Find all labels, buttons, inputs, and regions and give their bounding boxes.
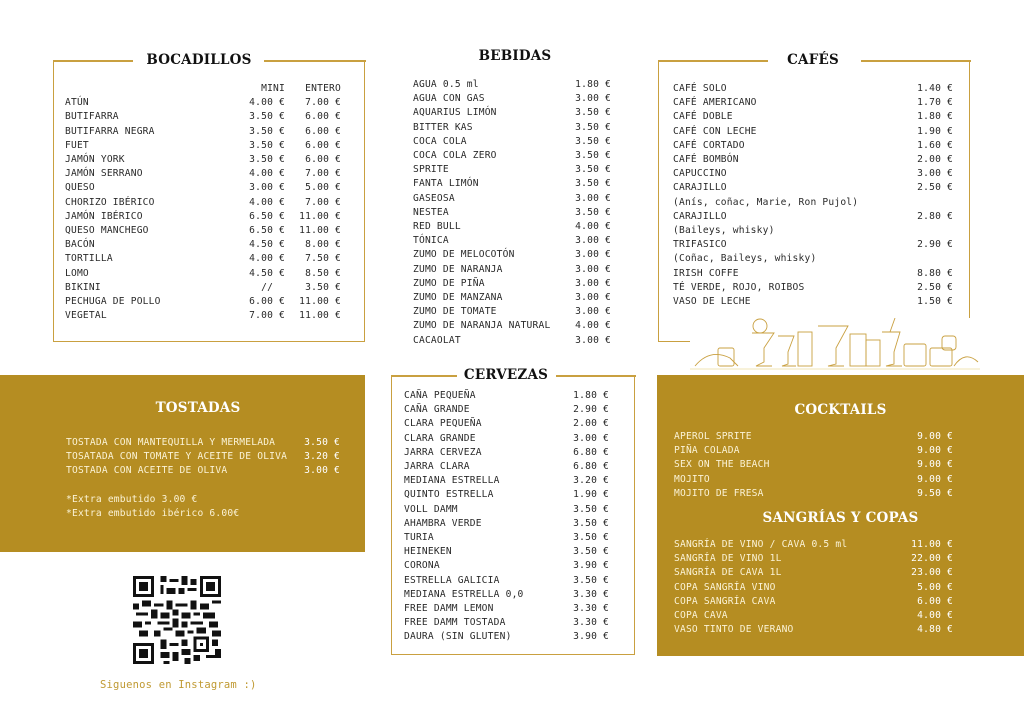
- menu-item-row: [413, 263, 611, 277]
- menu-item-row: [404, 588, 609, 602]
- item-price: 4.80 €: [917, 624, 953, 636]
- col-entero-header: ENTERO: [305, 83, 341, 94]
- item-name: CAFÉ CORTADO: [673, 139, 745, 151]
- menu-item-row: [404, 488, 609, 502]
- item-name: CAFÉ AMERICANO: [673, 97, 757, 109]
- item-price: 3.50 €: [573, 546, 609, 558]
- item-name: TOSATADA CON TOMATE Y ACEITE DE OLIVA: [66, 451, 288, 463]
- bebidas-list: [413, 78, 611, 348]
- tostadas-section: [0, 375, 365, 552]
- menu-item-row: [674, 623, 953, 637]
- item-price-mini: 3.50 €: [249, 111, 285, 123]
- item-price: 3.50 €: [573, 517, 609, 529]
- item-price: 3.20 €: [304, 451, 340, 463]
- item-name: JARRA CERVEZA: [404, 446, 482, 458]
- item-name: VOLL DAMM: [404, 503, 458, 515]
- menu-item-row: [65, 96, 341, 110]
- cocktails-sangrias-section: [657, 375, 1024, 656]
- item-name: (Baileys, whisky): [673, 225, 775, 237]
- tostadas-notes: [66, 493, 239, 521]
- item-name: ATÚN: [65, 97, 89, 109]
- item-name: AGUA CON GAS: [413, 93, 485, 105]
- item-name: JAMÓN YORK: [65, 154, 125, 166]
- item-price-mini: 3.50 €: [249, 139, 285, 151]
- item-price-entero: 7.00 €: [305, 97, 341, 109]
- item-price: 1.80 €: [573, 390, 609, 401]
- item-price: 23.00 €: [911, 567, 953, 579]
- item-name: MEDIANA ESTRELLA: [404, 475, 500, 487]
- section-title-bebidas: BEBIDAS: [478, 48, 552, 64]
- item-name: JAMÓN IBÉRICO: [65, 210, 143, 222]
- item-name: CLARA GRANDE: [404, 432, 476, 444]
- item-name: CARAJILLO: [673, 182, 727, 194]
- menu-item-row: [413, 163, 611, 177]
- item-name: CARAJILLO: [673, 210, 727, 222]
- item-price-entero: 6.00 €: [305, 154, 341, 166]
- item-price: 1.60 €: [917, 139, 953, 151]
- menu-item-row: [65, 281, 341, 295]
- item-name: QUINTO ESTRELLA: [404, 489, 494, 501]
- bocadillos-list: [65, 82, 341, 323]
- item-price: 2.90 €: [573, 404, 609, 416]
- item-price: 2.50 €: [917, 182, 953, 194]
- item-name: COPA CAVA: [674, 610, 728, 622]
- item-name: GASEOSA: [413, 192, 455, 204]
- menu-item-row: [673, 267, 953, 281]
- item-price-entero: 3.50 €: [305, 281, 341, 293]
- item-price-entero: 11.00 €: [299, 296, 341, 308]
- item-price: 9.00 €: [917, 431, 953, 442]
- item-price: 3.30 €: [573, 588, 609, 600]
- item-price-entero: 11.00 €: [299, 310, 341, 322]
- item-price-mini: 4.00 €: [249, 97, 285, 109]
- menu-item-row: [673, 82, 953, 96]
- menu-item-row: [65, 238, 341, 252]
- item-name: TÉ VERDE, ROJO, ROIBOS: [673, 281, 805, 293]
- menu-item-row: [65, 139, 341, 153]
- item-price-entero: 6.00 €: [305, 139, 341, 151]
- item-price: 3.50 €: [575, 150, 611, 162]
- item-name: TORTILLA: [65, 253, 113, 265]
- item-price: 3.00 €: [575, 277, 611, 289]
- section-title-cafes: CAFÉS: [787, 52, 839, 68]
- menu-item-row: [673, 110, 953, 124]
- cocktails-list: [674, 430, 953, 501]
- item-name: (Anís, coñac, Marie, Ron Pujol): [673, 196, 859, 208]
- item-price: 11.00 €: [911, 539, 953, 550]
- item-price-mini: 3.50 €: [249, 125, 285, 137]
- item-name: SPRITE: [413, 164, 449, 176]
- menu-item-row: [673, 252, 953, 266]
- item-name: COCA COLA ZERO: [413, 150, 497, 162]
- menu-item-row: [413, 92, 611, 106]
- item-name: MEDIANA ESTRELLA 0,0: [404, 588, 524, 600]
- menu-item-row: [674, 538, 953, 552]
- item-name: SANGRÍA DE VINO / CAVA 0.5 ml: [674, 539, 848, 550]
- item-name: ZUMO DE MANZANA: [413, 292, 503, 304]
- item-name: ZUMO DE MELOCOTÓN: [413, 249, 515, 261]
- item-price: 9.00 €: [917, 473, 953, 485]
- item-price: [893, 224, 953, 238]
- menu-item-row: [65, 196, 341, 210]
- item-price: 2.90 €: [917, 239, 953, 251]
- item-price: 3.90 €: [573, 560, 609, 572]
- item-name: CHORIZO IBÉRICO: [65, 196, 155, 208]
- item-price: 3.50 €: [573, 574, 609, 586]
- item-name: ZUMO DE PIÑA: [413, 277, 485, 289]
- menu-item-row: [673, 167, 953, 181]
- item-name: AGUA 0.5 ml: [413, 79, 479, 90]
- item-name: QUESO MANCHEGO: [65, 225, 149, 237]
- item-name: BACÓN: [65, 239, 95, 251]
- item-price: 9.00 €: [917, 445, 953, 457]
- section-title-cocktails: COCKTAILS: [794, 402, 887, 418]
- item-name: NESTEA: [413, 206, 449, 218]
- menu-item-row: [404, 630, 609, 644]
- item-name: SANGRÍA DE CAVA 1L: [674, 567, 782, 579]
- item-price: 6.80 €: [573, 446, 609, 458]
- menu-item-row: [673, 210, 953, 224]
- section-title-sangrias: SANGRÍAS Y COPAS: [762, 510, 919, 526]
- item-name: VEGETAL: [65, 310, 107, 322]
- tostadas-list: [66, 436, 340, 479]
- menu-item-row: [404, 545, 609, 559]
- item-name: TURIA: [404, 532, 434, 544]
- item-name: LOMO: [65, 267, 89, 279]
- item-price: 3.00 €: [575, 306, 611, 318]
- item-name: ZUMO DE NARANJA: [413, 263, 503, 275]
- item-price: [893, 196, 953, 210]
- menu-item-row: [413, 78, 611, 92]
- item-price: 5.00 €: [917, 581, 953, 593]
- item-price: 3.00 €: [575, 292, 611, 304]
- menu-item-row: [673, 224, 953, 238]
- item-name: JAMÓN SERRANO: [65, 168, 143, 180]
- item-price: 8.80 €: [917, 267, 953, 279]
- item-name: AQUARIUS LIMÓN: [413, 107, 497, 119]
- menu-item-row: [413, 206, 611, 220]
- drinks-illustration-icon: [690, 318, 980, 370]
- menu-item-row: [413, 177, 611, 191]
- item-price-mini: 4.00 €: [249, 253, 285, 265]
- menu-item-row: [65, 224, 341, 238]
- item-name: MOJITO DE FRESA: [674, 487, 764, 499]
- item-name: BIKINI: [65, 281, 101, 293]
- menu-item-row: [413, 248, 611, 262]
- menu-item-row: [673, 295, 953, 309]
- menu-item-row: [413, 135, 611, 149]
- cafes-section: [658, 52, 970, 342]
- item-price: 3.90 €: [573, 631, 609, 643]
- item-price-entero: 8.00 €: [305, 239, 341, 251]
- item-name: AHAMBRA VERDE: [404, 517, 482, 529]
- item-name: CAÑA GRANDE: [404, 404, 470, 416]
- item-name: COPA SANGRÍA CAVA: [674, 595, 776, 607]
- menu-item-row: [65, 309, 341, 323]
- menu-item-row: [404, 616, 609, 630]
- item-price-mini: //: [261, 281, 285, 293]
- item-price: 3.00 €: [575, 235, 611, 247]
- item-name: (Coñac, Baileys, whisky): [673, 253, 817, 265]
- menu-item-row: [65, 252, 341, 266]
- menu-item-row: [65, 267, 341, 281]
- item-price-mini: 3.00 €: [249, 182, 285, 194]
- item-name: BUTIFARRA NEGRA: [65, 125, 155, 137]
- item-name: FREE DAMM TOSTADA: [404, 617, 506, 629]
- item-price-entero: 7.00 €: [305, 196, 341, 208]
- note-extra-embutido: *Extra embutido 3.00 €: [66, 494, 198, 505]
- menu-item-row: [413, 234, 611, 248]
- menu-item-row: [673, 125, 953, 139]
- menu-item-row: [404, 559, 609, 573]
- menu-item-row: [65, 167, 341, 181]
- menu-item-row: [404, 474, 609, 488]
- menu-item-row: [673, 238, 953, 252]
- item-price: 1.40 €: [917, 83, 953, 94]
- menu-item-row: [65, 153, 341, 167]
- item-price: 1.50 €: [917, 296, 953, 308]
- item-name: FREE DAMM LEMON: [404, 603, 494, 615]
- menu-item-row: [674, 595, 953, 609]
- item-name: FUET: [65, 139, 89, 151]
- item-name: QUESO: [65, 182, 95, 194]
- item-price-entero: 7.50 €: [305, 253, 341, 265]
- menu-item-row: [404, 503, 609, 517]
- item-name: APEROL SPRITE: [674, 431, 752, 442]
- menu-item-row: [674, 581, 953, 595]
- item-price: 2.80 €: [917, 210, 953, 222]
- bebidas-section: [395, 48, 635, 346]
- menu-item-row: [673, 281, 953, 295]
- menu-item-row: [674, 566, 953, 580]
- menu-item-row: [674, 609, 953, 623]
- item-price: 3.50 €: [304, 437, 340, 448]
- menu-item-row: [66, 464, 340, 478]
- item-name: BITTER KAS: [413, 121, 473, 133]
- menu-item-row: [65, 125, 341, 139]
- item-name: CAFÉ BOMBÓN: [673, 154, 739, 166]
- section-title-bocadillos: BOCADILLOS: [146, 52, 252, 68]
- item-name: PECHUGA DE POLLO: [65, 296, 161, 308]
- item-price: 1.80 €: [575, 79, 611, 90]
- menu-item-row: [674, 473, 953, 487]
- item-price: 3.00 €: [575, 93, 611, 105]
- item-price-entero: 7.00 €: [305, 168, 341, 180]
- item-name: ESTRELLA GALICIA: [404, 574, 500, 586]
- menu-item-row: [674, 487, 953, 501]
- item-price: 3.50 €: [575, 206, 611, 218]
- item-price: 2.50 €: [917, 281, 953, 293]
- item-price: 3.00 €: [575, 334, 611, 346]
- item-price: 3.00 €: [573, 432, 609, 444]
- item-price: 22.00 €: [911, 553, 953, 565]
- item-price-mini: 4.50 €: [249, 267, 285, 279]
- item-price-entero: 6.00 €: [305, 111, 341, 123]
- item-price-mini: 6.50 €: [249, 225, 285, 237]
- item-price-mini: 4.00 €: [249, 168, 285, 180]
- item-price-entero: 11.00 €: [299, 210, 341, 222]
- menu-item-row: [65, 110, 341, 124]
- item-price-entero: 5.00 €: [305, 182, 341, 194]
- menu-item-row: [404, 574, 609, 588]
- item-price: 3.50 €: [575, 121, 611, 133]
- item-price: 3.50 €: [575, 107, 611, 119]
- menu-item-row: [413, 149, 611, 163]
- item-price: 3.50 €: [575, 164, 611, 176]
- menu-item-row: [66, 436, 340, 450]
- menu-item-row: [66, 450, 340, 464]
- item-name: CACAOLAT: [413, 334, 461, 346]
- item-price: 3.00 €: [304, 465, 340, 477]
- menu-item-row: [673, 139, 953, 153]
- item-name: COPA SANGRÍA VINO: [674, 581, 776, 593]
- menu-item-row: [404, 446, 609, 460]
- item-name: TOSTADA CON ACEITE DE OLIVA: [66, 465, 228, 477]
- item-price: 3.30 €: [573, 603, 609, 615]
- menu-item-row: [413, 192, 611, 206]
- item-name: TRIFASICO: [673, 239, 727, 251]
- menu-item-row: [413, 291, 611, 305]
- item-price-mini: 3.50 €: [249, 154, 285, 166]
- item-price: 4.00 €: [917, 610, 953, 622]
- menu-item-row: [673, 153, 953, 167]
- item-name: FANTA LIMÓN: [413, 178, 479, 190]
- item-name: PIÑA COLADA: [674, 445, 740, 457]
- section-title-cervezas: CERVEZAS: [463, 367, 549, 383]
- menu-item-row: [404, 460, 609, 474]
- menu-item-row: [404, 531, 609, 545]
- item-name: SEX ON THE BEACH: [674, 459, 770, 471]
- sangrias-list: [674, 538, 953, 637]
- menu-item-row: [673, 196, 953, 210]
- item-name: CAPUCCINO: [673, 168, 727, 180]
- menu-item-row: [65, 181, 341, 195]
- item-price: 1.80 €: [917, 111, 953, 123]
- item-name: VASO TINTO DE VERANO: [674, 624, 794, 636]
- item-name: BUTIFARRA: [65, 111, 119, 123]
- menu-item-row: [413, 106, 611, 120]
- menu-item-row: [404, 403, 609, 417]
- item-name: ZUMO DE NARANJA NATURAL: [413, 320, 551, 332]
- item-name: SANGRÍA DE VINO 1L: [674, 553, 782, 565]
- item-price-mini: 6.00 €: [249, 296, 285, 308]
- item-price: 2.00 €: [917, 154, 953, 166]
- cervezas-list: [404, 389, 609, 645]
- item-price: 6.80 €: [573, 461, 609, 473]
- item-name: CAFÉ DOBLE: [673, 111, 733, 123]
- item-name: COCA COLA: [413, 135, 467, 147]
- section-title-tostadas: TOSTADAS: [155, 400, 241, 416]
- cafes-list: [673, 82, 953, 309]
- item-price: 3.00 €: [917, 168, 953, 180]
- item-price: 3.20 €: [573, 475, 609, 487]
- qr-code-icon[interactable]: [133, 576, 221, 664]
- item-price-mini: 4.00 €: [249, 196, 285, 208]
- item-name: IRISH COFFE: [673, 267, 739, 279]
- item-price: 2.00 €: [573, 418, 609, 430]
- item-name: VASO DE LECHE: [673, 296, 751, 308]
- item-price-mini: 6.50 €: [249, 210, 285, 222]
- menu-item-row: [404, 517, 609, 531]
- menu-item-row: [674, 458, 953, 472]
- menu-item-row: [404, 389, 609, 403]
- item-price: 3.00 €: [575, 192, 611, 204]
- cervezas-section: [391, 367, 635, 655]
- menu-item-row: [674, 552, 953, 566]
- item-name: CORONA: [404, 560, 440, 572]
- item-name: CAÑA PEQUEÑA: [404, 390, 476, 401]
- menu-item-row: [674, 444, 953, 458]
- item-name: DAURA (SIN GLUTEN): [404, 631, 512, 643]
- item-price-entero: 6.00 €: [305, 125, 341, 137]
- item-name: HEINEKEN: [404, 546, 452, 558]
- menu-item-row: [413, 220, 611, 234]
- menu-item-row: [413, 305, 611, 319]
- menu-item-row: [413, 121, 611, 135]
- item-name: CLARA PEQUEÑA: [404, 418, 482, 430]
- column-headers: [65, 82, 341, 96]
- item-name: CAFÉ CON LECHE: [673, 125, 757, 137]
- item-price: 3.00 €: [575, 263, 611, 275]
- item-price-mini: 7.00 €: [249, 310, 285, 322]
- item-price: 3.50 €: [575, 135, 611, 147]
- instagram-link[interactable]: Siguenos en Instagram :): [100, 679, 257, 691]
- menu-item-row: [413, 334, 611, 348]
- menu-item-row: [404, 432, 609, 446]
- item-price: 3.00 €: [575, 249, 611, 261]
- item-name: CAFÉ SOLO: [673, 83, 727, 94]
- item-price: 4.00 €: [575, 320, 611, 332]
- item-price: 9.50 €: [917, 487, 953, 499]
- menu-item-row: [673, 96, 953, 110]
- bocadillos-section: [53, 52, 365, 342]
- item-price: 1.90 €: [917, 125, 953, 137]
- menu-item-row: [413, 319, 611, 333]
- menu-item-row: [65, 295, 341, 309]
- col-mini-header: MINI: [261, 83, 285, 94]
- item-name: TÓNICA: [413, 235, 449, 247]
- item-name: TOSTADA CON MANTEQUILLA Y MERMELADA: [66, 437, 276, 448]
- item-name: MOJITO: [674, 473, 710, 485]
- menu-item-row: [673, 181, 953, 195]
- item-price: [893, 252, 953, 266]
- item-price: 1.70 €: [917, 97, 953, 109]
- item-name: RED BULL: [413, 221, 461, 233]
- item-price: 9.00 €: [917, 459, 953, 471]
- item-price: 3.50 €: [575, 178, 611, 190]
- item-price: 3.30 €: [573, 617, 609, 629]
- menu-item-row: [413, 277, 611, 291]
- item-name: ZUMO DE TOMATE: [413, 306, 497, 318]
- item-price-entero: 11.00 €: [299, 225, 341, 237]
- item-price: 6.00 €: [917, 595, 953, 607]
- menu-item-row: [404, 602, 609, 616]
- item-price: 3.50 €: [573, 532, 609, 544]
- item-price: 1.90 €: [573, 489, 609, 501]
- menu-item-row: [404, 417, 609, 431]
- menu-item-row: [674, 430, 953, 444]
- note-extra-iberico: *Extra embutido ibérico 6.00€: [66, 508, 240, 520]
- menu-item-row: [65, 210, 341, 224]
- item-price: 3.50 €: [573, 503, 609, 515]
- item-price-mini: 4.50 €: [249, 239, 285, 251]
- item-price-entero: 8.50 €: [305, 267, 341, 279]
- item-price: 4.00 €: [575, 221, 611, 233]
- item-name: JARRA CLARA: [404, 461, 470, 473]
